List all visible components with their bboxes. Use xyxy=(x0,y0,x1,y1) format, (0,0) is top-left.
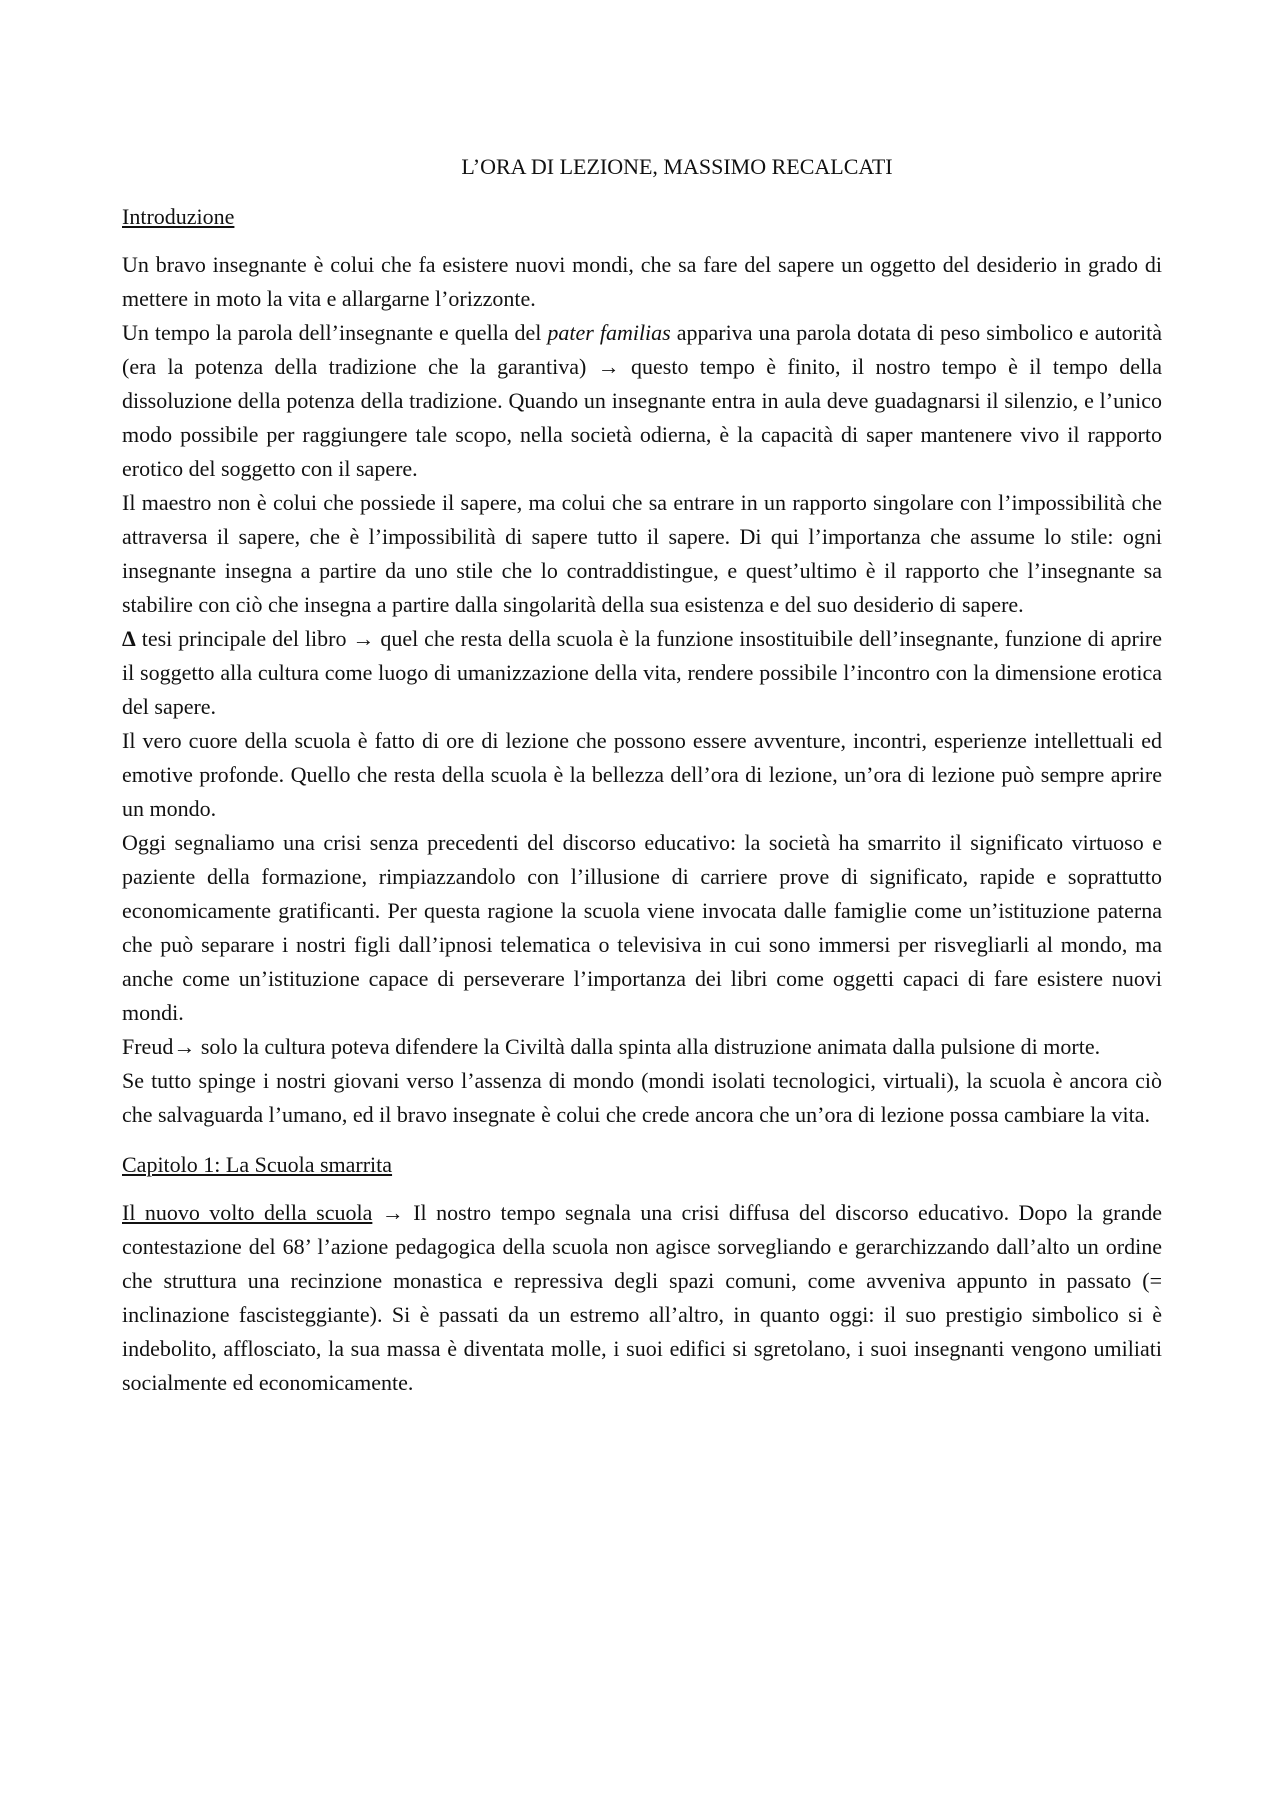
intro-paragraph-2-end: appariva una parola dotata di peso simbolico e autorità (era la potenza della tradizione che la garantiva) → questo tempo è finito, il nostro tempo è il tempo della dissoluzione della potenza della tradizione. Quando un insegnante entra in aula deve guadagnarsi il silenzio, e l’unico modo possibile per raggiungere tale scopo, nella società odierna, è la capacità di saper mantenere vivo il rapporto erotico del soggetto con il sapere. xyxy=(122,320,1162,481)
intro-paragraph-2-start: Un tempo la parola dell’insegnante e quella del xyxy=(122,320,548,345)
section-heading-capitolo-1: Capitolo 1: La Scuola smarrita xyxy=(122,1152,393,1177)
subheading-nuovo-volto: Il nuovo volto della scuola xyxy=(122,1200,373,1225)
intro-paragraph-7: Freud→ solo la cultura poteva difendere la Civiltà dalla spinta alla distruzione animata dalla pulsione di morte. xyxy=(122,1034,1101,1059)
intro-paragraph-4 xyxy=(122,622,1162,724)
delta-symbol: Δ xyxy=(122,626,136,651)
chapter1-paragraph-1-text: → Il nostro tempo segnala una crisi diffusa del discorso educativo. Dopo la grande contestazione del 68’ l’azione pedagogica della scuola non agisce sorvegliando e gerarchizzando dall’alto un ordine che struttura una recinzione monastica e repressiva degli spazi comuni, come avveniva appunto in passato (= inclinazione fascisteggiante). Si è passati da un estremo all’altro, in quanto oggi: il suo prestigio simbolico si è indebolito, afflosciato, la sua massa è diventata molle, i suoi edifici si sgretolano, i suoi insegnanti vengono umiliati socialmente ed economicamente. xyxy=(122,1200,1162,1395)
document-title: L’ORA DI LEZIONE, MASSIMO RECALCATI xyxy=(461,154,893,179)
chapter1-paragraph-1 xyxy=(122,1196,1162,1400)
intro-paragraph-1: Un bravo insegnante è colui che fa esistere nuovi mondi, che sa fare del sapere un oggetto del desiderio in grado di mettere in moto la vita e allargarne l’orizzonte. xyxy=(122,252,1162,311)
intro-paragraph-4-text: tesi principale del libro → quel che resta della scuola è la funzione insostituibile dell’insegnante, funzione di aprire il soggetto alla cultura come luogo di umanizzazione della vita, rendere possibile l’incontro con la dimensione erotica del sapere. xyxy=(122,626,1162,719)
intro-paragraph-5: Il vero cuore della scuola è fatto di ore di lezione che possono essere avventure, incontri, esperienze intellettuali ed emotive profonde. Quello che resta della scuola è la bellezza dell’ora di lezione, un’ora di lezione può sempre aprire un mondo. xyxy=(122,728,1162,821)
section-heading-introduzione: Introduzione xyxy=(122,204,235,229)
document-page xyxy=(122,150,1162,1400)
italic-pater-familias: pater familias xyxy=(547,320,671,345)
intro-paragraph-3: Il maestro non è colui che possiede il sapere, ma colui che sa entrare in un rapporto singolare con l’impossibilità che attraversa il sapere, che è l’impossibilità di sapere tutto il sapere. Di qui l’importanza che assume lo stile: ogni insegnante insegna a partire da uno stile che lo contraddistingue, e quest’ultimo è il rapporto che l’insegnante sa stabilire con ciò che insegna a partire dalla singolarità della sua esistenza e del suo desiderio di sapere. xyxy=(122,490,1162,617)
intro-paragraph-8: Se tutto spinge i nostri giovani verso l’assenza di mondo (mondi isolati tecnologici, virtuali), la scuola è ancora ciò che salvaguarda l’umano, ed il bravo insegnate è colui che crede ancora che un’ora di lezione possa cambiare la vita. xyxy=(122,1068,1162,1127)
intro-paragraph-2 xyxy=(122,316,1162,486)
intro-paragraph-6: Oggi segnaliamo una crisi senza precedenti del discorso educativo: la società ha smarrito il significato virtuoso e paziente della formazione, rimpiazzandolo con l’illusione di carriere prove di significato, rapide e soprattutto economicamente gratificanti. Per questa ragione la scuola viene invocata dalle famiglie come un’istituzione paterna che può separare i nostri figli dall’ipnosi telematica o televisiva in cui sono immersi per risvegliarli al mondo, ma anche come un’istituzione capace di perseverare l’importanza dei libri come oggetti capaci di fare esistere nuovi mondi. xyxy=(122,830,1162,1025)
